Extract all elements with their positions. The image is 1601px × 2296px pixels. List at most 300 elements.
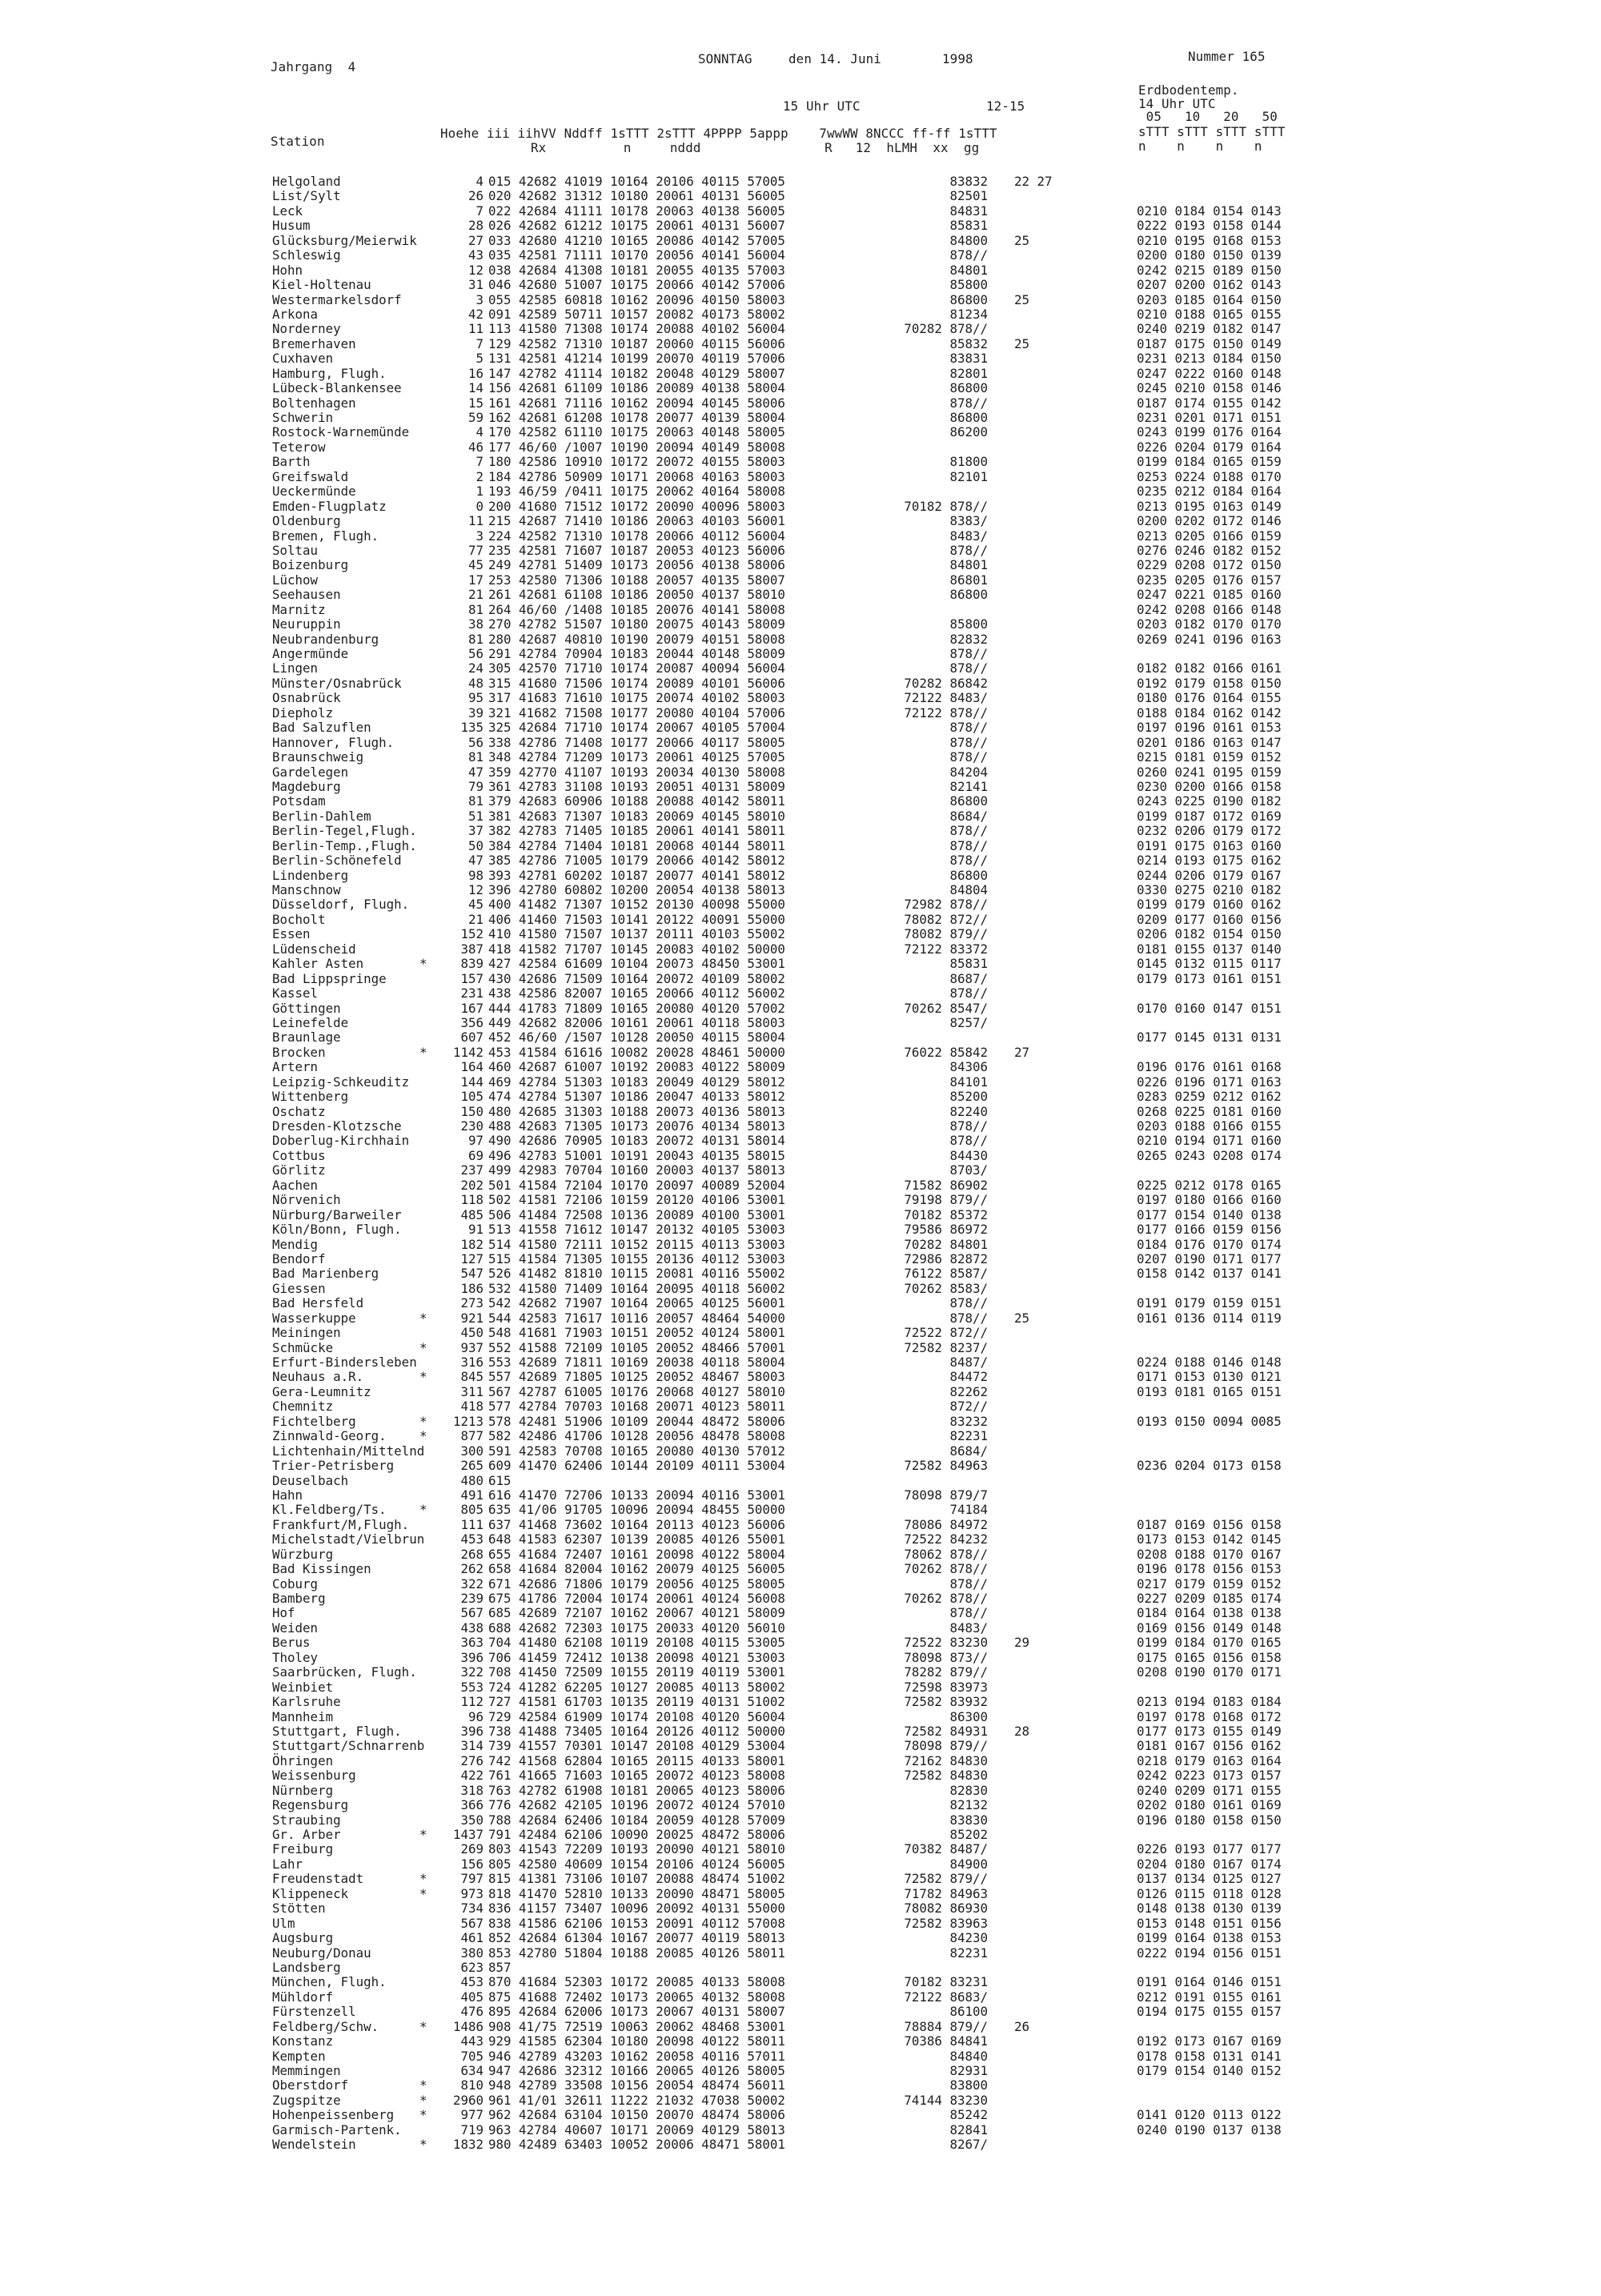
soil-temperatures: 0175 0165 0156 0158 — [1137, 1649, 1282, 1665]
section-groups: 84204 — [949, 764, 988, 780]
station-name: Aachen — [272, 1177, 319, 1193]
station-height: 623 — [460, 1959, 484, 1975]
section-groups: 70262 8583/ — [904, 1280, 988, 1296]
soil-temperatures: 0199 0184 0165 0159 — [1137, 454, 1282, 470]
station-height: 387 — [460, 941, 484, 957]
station-name: Lahr — [272, 1856, 303, 1872]
synop-groups: 548 41681 71903 10151 20052 40124 58001 — [488, 1325, 785, 1341]
station-name: Münster/Osnabrück — [272, 675, 402, 691]
station-height: 7 — [475, 335, 484, 351]
station-height: 322 — [460, 1575, 484, 1592]
section-groups: 78098 879// — [904, 1738, 988, 1754]
station-name: Karlsruhe — [272, 1694, 341, 1710]
station-name: Bremerhaven — [272, 335, 356, 351]
synop-groups: 514 41580 72111 10152 20115 40113 53003 — [488, 1236, 785, 1252]
section-groups: 72582 83963 — [904, 1915, 988, 1931]
soil-temperatures: 0194 0175 0155 0157 — [1137, 2004, 1282, 2020]
station-height: 42 — [467, 306, 484, 322]
section-groups: 878// — [949, 1133, 988, 1149]
soil-temperatures: 0177 0145 0131 0131 — [1137, 1030, 1282, 1046]
mountain-marker: * — [419, 2092, 427, 2108]
soil-temperatures: 0170 0160 0147 0151 — [1137, 1000, 1282, 1016]
soil-temperatures: 0187 0169 0156 0158 — [1137, 1516, 1282, 1532]
synop-groups: 553 42689 71811 10169 20038 40118 58004 — [488, 1355, 785, 1370]
soil-temperatures: 0180 0176 0164 0155 — [1137, 690, 1282, 706]
station-height: 81 — [467, 793, 484, 809]
station-height: 12 — [467, 262, 484, 278]
section-groups: 86801 — [949, 572, 988, 588]
soil-temperatures: 0210 0195 0168 0153 — [1137, 232, 1282, 248]
section-groups: 82931 — [949, 2063, 988, 2078]
station-height: 127 — [460, 1250, 484, 1266]
soil-temperatures: 0196 0176 0161 0168 — [1137, 1059, 1282, 1075]
soil-temperatures: 0181 0167 0156 0162 — [1137, 1738, 1282, 1754]
synop-groups: 261 42681 61108 10186 20050 40137 58010 — [488, 587, 785, 603]
synop-groups: 026 42682 61212 10175 20061 40131 56007 — [488, 218, 785, 234]
section-groups: 79198 879// — [904, 1192, 988, 1208]
section-groups: 82132 — [949, 1797, 988, 1813]
soil-temperatures: 0226 0196 0171 0163 — [1137, 1074, 1282, 1090]
mountain-marker: * — [419, 1044, 427, 1060]
mountain-marker: * — [419, 1502, 427, 1518]
station-height: 547 — [460, 1266, 484, 1282]
section-groups: 82231 — [949, 1428, 988, 1444]
synop-groups: 961 41/01 32611 11222 21032 47038 50002 — [488, 2092, 785, 2108]
section-groups: 878// — [949, 1118, 988, 1134]
station-height: 567 — [460, 1915, 484, 1931]
soil-temperatures: 0240 0190 0137 0138 — [1137, 2121, 1282, 2137]
synop-groups: 637 41468 73602 10164 20113 40123 56006 — [488, 1516, 785, 1532]
mountain-marker: * — [419, 2107, 427, 2123]
section-groups: 878// — [949, 542, 988, 558]
section-groups: 83232 — [949, 1413, 988, 1429]
station-name: Arkona — [272, 306, 319, 322]
soil-temperatures: 0148 0138 0130 0139 — [1137, 1901, 1282, 1917]
utc-time: 15 Uhr UTC — [783, 98, 861, 114]
synop-groups: 963 42784 40607 10171 20069 40129 58013 — [488, 2121, 785, 2137]
station-height: 79 — [467, 778, 484, 794]
station-name: Magdeburg — [272, 778, 341, 794]
synop-groups: 908 41/75 72519 10063 20062 48468 53001 — [488, 2018, 785, 2034]
soil-temperatures: 0225 0212 0178 0165 — [1137, 1177, 1282, 1193]
section-groups: 78062 878// — [904, 1546, 988, 1562]
column-header-line2: Rx n nddd R 12 hLMH xx gg — [531, 140, 980, 155]
synop-groups: 315 41680 71506 10174 20089 40101 56006 — [488, 675, 785, 691]
soil-temperatures: 0224 0188 0146 0148 — [1137, 1355, 1282, 1370]
station-height: 11 — [467, 321, 484, 337]
soil-temperatures: 0191 0164 0146 0151 — [1137, 1974, 1282, 1990]
soil-temperatures: 0242 0223 0173 0157 — [1137, 1768, 1282, 1784]
station-height: 97 — [467, 1133, 484, 1149]
soil-depths: 05 10 20 50 — [1138, 109, 1278, 124]
synop-groups: 091 42589 50711 10157 20082 40173 58002 — [488, 306, 785, 322]
synop-groups: 177 46/60 /1007 10190 20094 40149 58008 — [488, 439, 785, 455]
station-height: 95 — [467, 690, 484, 706]
section-groups: 72582 84830 — [904, 1768, 988, 1784]
station-height: 977 — [460, 2107, 484, 2123]
section-groups: 82231 — [949, 1945, 988, 1961]
soil-temperatures: 0169 0156 0149 0148 — [1137, 1620, 1282, 1636]
synop-groups: 396 42780 60802 10200 20054 40138 58013 — [488, 882, 785, 897]
section-groups: 84801 — [949, 262, 988, 278]
station-height: 164 — [460, 1059, 484, 1075]
station-name: Deuselbach — [272, 1472, 349, 1488]
section-groups: 86300 — [949, 1708, 988, 1724]
section-groups: 72122 83372 — [904, 941, 988, 957]
wind-gust: 27 — [1014, 1044, 1030, 1060]
soil-temperatures: 0181 0155 0137 0140 — [1137, 941, 1282, 957]
station-height: 3 — [475, 291, 484, 307]
soil-n-row: n n n n — [1138, 138, 1262, 154]
section-groups: 70386 84841 — [904, 2033, 988, 2049]
section-groups: 71582 86902 — [904, 1177, 988, 1193]
column-header-line1: Hoehe iii iihVV Nddff 1sTTT 2sTTT 4PPPP 5appp 7wwWW 8NCCC ff-ff 1sTTT — [440, 126, 997, 141]
synop-groups: 578 42481 51906 10109 20044 48472 58006 — [488, 1413, 785, 1429]
synop-groups: 147 42782 41114 10182 20048 40129 58007 — [488, 365, 785, 381]
synop-groups: 235 42581 71607 10187 20053 40123 56006 — [488, 542, 785, 558]
synop-groups: 215 42687 71410 10186 20063 40103 56001 — [488, 513, 785, 529]
synop-groups: 675 41786 72004 10174 20061 40124 56008 — [488, 1591, 785, 1606]
soil-temperatures: 0171 0153 0130 0121 — [1137, 1369, 1282, 1385]
synop-groups: 544 42583 71617 10116 20057 48464 54000 — [488, 1310, 785, 1326]
section-groups: 82841 — [949, 2121, 988, 2137]
synop-groups: 727 41581 61703 10135 20119 40131 51002 — [488, 1694, 785, 1710]
station-height: 237 — [460, 1162, 484, 1178]
section-groups: 83800 — [949, 2077, 988, 2093]
station-name: Kl.Feldberg/Ts. — [272, 1502, 387, 1518]
mountain-marker: * — [419, 1428, 427, 1444]
station-name: Bremen, Flugh. — [272, 528, 379, 544]
station-name: Zugspitze — [272, 2092, 341, 2108]
station-height: 182 — [460, 1236, 484, 1252]
section-groups: 8487/ — [949, 1355, 988, 1370]
station-height: 366 — [460, 1797, 484, 1813]
synop-groups: 704 41480 62108 10119 20108 40115 53005 — [488, 1635, 785, 1651]
station-height: 59 — [467, 410, 484, 425]
soil-temperatures: 0231 0201 0171 0151 — [1137, 410, 1282, 425]
synop-groups: 776 42682 42105 10196 20072 40124 57010 — [488, 1797, 785, 1813]
station-name: Oschatz — [272, 1103, 326, 1119]
synop-groups: 582 42486 41706 10128 20056 48478 58008 — [488, 1428, 785, 1444]
station-name: Bad Marienberg — [272, 1266, 379, 1282]
soil-temperatures: 0276 0246 0182 0152 — [1137, 542, 1282, 558]
soil-temperatures: 0214 0193 0175 0162 — [1137, 853, 1282, 869]
station-name: Teterow — [272, 439, 326, 455]
section-groups: 78098 879/7 — [904, 1487, 988, 1503]
synop-groups: 382 42783 71405 10185 20061 40141 58011 — [488, 823, 785, 839]
station-name: Neuburg/Donau — [272, 1945, 371, 1961]
station-height: 81 — [467, 631, 484, 647]
section-groups: 82830 — [949, 1782, 988, 1798]
synop-groups: 729 42584 61909 10174 20108 40120 56004 — [488, 1708, 785, 1724]
station-name: List/Sylt — [272, 188, 341, 204]
station-name: Leinefelde — [272, 1014, 349, 1030]
synop-groups: 317 41683 71610 10175 20074 40102 58003 — [488, 690, 785, 706]
station-height: 118 — [460, 1192, 484, 1208]
station-name: Mühldorf — [272, 1989, 334, 2005]
section-groups: 71782 84963 — [904, 1885, 988, 1901]
synop-groups: 249 42781 51409 10173 20056 40138 58006 — [488, 557, 785, 573]
station-name: Boizenburg — [272, 557, 349, 573]
station-height: 805 — [460, 1502, 484, 1518]
section-groups: 78282 879// — [904, 1664, 988, 1680]
station-name: Meiningen — [272, 1325, 341, 1341]
section-groups: 878// — [949, 660, 988, 676]
station-name: Lindenberg — [272, 867, 349, 883]
soil-temperatures: 0231 0213 0184 0150 — [1137, 351, 1282, 367]
station-height: 112 — [460, 1694, 484, 1710]
station-name: Wittenberg — [272, 1089, 349, 1105]
section-groups: 72986 82872 — [904, 1250, 988, 1266]
station-name: Brocken — [272, 1044, 326, 1060]
station-height: 405 — [460, 1989, 484, 2005]
station-name: Köln/Bonn, Flugh. — [272, 1222, 402, 1238]
station-name: Hof — [272, 1605, 295, 1621]
soil-temperatures: 0177 0166 0159 0156 — [1137, 1222, 1282, 1238]
station-name: Essen — [272, 926, 311, 942]
station-name: Stuttgart, Flugh. — [272, 1723, 402, 1739]
section-groups: 86100 — [949, 2004, 988, 2020]
section-groups: 78082 872// — [904, 911, 988, 927]
synop-groups: 496 42783 51001 10191 20043 40135 58015 — [488, 1147, 785, 1163]
synop-groups: 552 41588 72109 10105 20052 48466 57001 — [488, 1339, 785, 1355]
section-groups: 85200 — [949, 1089, 988, 1105]
station-height: 1832 — [452, 2137, 484, 2153]
soil-temperatures: 0230 0200 0166 0158 — [1137, 778, 1282, 794]
synop-groups: 615 — [488, 1472, 512, 1488]
station-height: 21 — [467, 911, 484, 927]
synop-groups: 875 41688 72402 10173 20065 40132 58008 — [488, 1989, 785, 2005]
station-height: 47 — [467, 853, 484, 869]
section-groups: 81800 — [949, 454, 988, 470]
station-height: 705 — [460, 2048, 484, 2064]
station-name: Neuhaus a.R. — [272, 1369, 364, 1385]
synop-groups: 410 41580 71507 10137 20111 40103 55002 — [488, 926, 785, 942]
synop-groups: 162 42681 61208 10178 20077 40139 58004 — [488, 410, 785, 425]
station-height: 43 — [467, 247, 484, 263]
synop-groups: 557 42689 71805 10125 20052 48467 58003 — [488, 1369, 785, 1385]
station-name: Görlitz — [272, 1162, 326, 1178]
station-height: 39 — [467, 704, 484, 721]
station-height: 31 — [467, 277, 484, 293]
soil-temperatures: 0235 0212 0184 0164 — [1137, 484, 1282, 500]
synop-groups: 325 42684 71710 10174 20067 40105 57004 — [488, 720, 785, 736]
section-groups: 878// — [949, 837, 988, 853]
mountain-marker: * — [419, 1871, 427, 1887]
mountain-marker: * — [419, 2137, 427, 2153]
station-height: 396 — [460, 1723, 484, 1739]
station-name: Neubrandenburg — [272, 631, 379, 647]
synop-groups: 609 41470 62406 10144 20109 40111 53004 — [488, 1458, 785, 1474]
section-groups: 78098 873// — [904, 1649, 988, 1665]
synop-groups: 948 42789 33508 10156 20054 48474 56011 — [488, 2077, 785, 2093]
section-groups: 84101 — [949, 1074, 988, 1090]
synop-groups: 359 42770 41107 10193 20034 40130 58008 — [488, 764, 785, 780]
station-height: 152 — [460, 926, 484, 942]
station-height: 443 — [460, 2033, 484, 2049]
station-height: 5 — [475, 351, 484, 367]
station-height: 453 — [460, 1974, 484, 1990]
synop-groups: 980 42489 63403 10052 20006 48471 58001 — [488, 2137, 785, 2153]
station-height: 2960 — [452, 2092, 484, 2108]
station-name: Weissenburg — [272, 1768, 356, 1784]
station-name: Frankfurt/M,Flugh. — [272, 1516, 410, 1532]
synop-groups: 852 42684 61304 10167 20077 40119 58013 — [488, 1930, 785, 1946]
station-name: Seehausen — [272, 587, 341, 603]
soil-temperatures: 0177 0173 0155 0149 — [1137, 1723, 1282, 1739]
station-name: Giessen — [272, 1280, 326, 1296]
mountain-marker: * — [419, 1369, 427, 1385]
section-groups: 74184 — [949, 1502, 988, 1518]
section-groups: 878// — [949, 734, 988, 750]
synop-groups: 708 41450 72509 10155 20119 40119 53001 — [488, 1664, 785, 1680]
mountain-marker: * — [419, 1339, 427, 1355]
station-name: Artern — [272, 1059, 319, 1075]
station-name: Mannheim — [272, 1708, 334, 1724]
station-name: Regensburg — [272, 1797, 349, 1813]
section-groups: 72582 879// — [904, 1871, 988, 1887]
synop-groups: 648 41583 62307 10139 20085 40126 55001 — [488, 1531, 785, 1547]
synop-groups: 474 42784 51307 10186 20047 40133 58012 — [488, 1089, 785, 1105]
section-groups: 78082 86930 — [904, 1901, 988, 1917]
mountain-marker: * — [419, 956, 427, 972]
soil-temperatures: 0184 0176 0170 0174 — [1137, 1236, 1282, 1252]
station-name: Lübeck-Blankensee — [272, 380, 402, 396]
section-groups: 8483/ — [949, 528, 988, 544]
station-height: 363 — [460, 1635, 484, 1651]
section-groups: 72162 84830 — [904, 1752, 988, 1768]
station-name: Freiburg — [272, 1841, 334, 1857]
section-groups: 78884 879// — [904, 2018, 988, 2034]
synop-groups: 655 41684 72407 10161 20098 40122 58004 — [488, 1546, 785, 1562]
station-name: Chemnitz — [272, 1399, 334, 1415]
section-groups: 76122 8587/ — [904, 1266, 988, 1282]
synop-groups: 499 42983 70704 10160 20003 40137 58013 — [488, 1162, 785, 1178]
soil-temperatures: 0213 0205 0166 0159 — [1137, 528, 1282, 544]
section-groups: 86800 — [949, 793, 988, 809]
station-height: 144 — [460, 1074, 484, 1090]
synop-groups: 385 42786 71005 10179 20066 40142 58012 — [488, 853, 785, 869]
section-groups: 878// — [949, 247, 988, 263]
station-height: 262 — [460, 1561, 484, 1577]
synop-groups: 480 42685 31303 10188 20073 40136 58013 — [488, 1103, 785, 1119]
section-groups: 78086 84972 — [904, 1516, 988, 1532]
station-name: Kassel — [272, 985, 319, 1001]
station-height: 567 — [460, 1605, 484, 1621]
station-name: Stötten — [272, 1901, 326, 1917]
section-groups: 86800 — [949, 867, 988, 883]
synop-groups: 688 42682 72303 10175 20033 40120 56010 — [488, 1620, 785, 1636]
station-height: 318 — [460, 1782, 484, 1798]
section-groups: 8267/ — [949, 2137, 988, 2153]
soil-temperatures: 0158 0142 0137 0141 — [1137, 1266, 1282, 1282]
station-height: 485 — [460, 1206, 484, 1222]
section-groups: 8703/ — [949, 1162, 988, 1178]
section-groups: 83831 — [949, 351, 988, 367]
station-name: Helgoland — [272, 174, 341, 189]
soil-temperatures: 0247 0221 0185 0160 — [1137, 587, 1282, 603]
station-height: 476 — [460, 2004, 484, 2020]
synop-groups: 291 42784 70904 10183 20044 40148 58009 — [488, 646, 785, 661]
station-height: 12 — [467, 882, 484, 897]
synop-groups: 763 42782 61908 10181 20065 40123 58006 — [488, 1782, 785, 1798]
station-name: Gera-Leumnitz — [272, 1383, 371, 1399]
station-height: 316 — [460, 1355, 484, 1370]
synop-groups: 870 41684 52303 10172 20085 40133 58008 — [488, 1974, 785, 1990]
synop-groups: 180 42586 10910 10172 20072 40155 58003 — [488, 454, 785, 470]
station-name: Weinbiet — [272, 1679, 334, 1695]
synop-groups: 815 41381 73106 10107 20088 48474 51002 — [488, 1871, 785, 1887]
station-name: Emden-Flugplatz — [272, 498, 387, 514]
station-name: Michelstadt/Vielbrun — [272, 1531, 425, 1547]
station-name: Klippeneck — [272, 1885, 349, 1901]
station-name: Stuttgart/Schnarrenb — [272, 1738, 425, 1754]
station-name: Göttingen — [272, 1000, 341, 1016]
soil-temperatures: 0188 0184 0162 0142 — [1137, 704, 1282, 721]
section-groups: 76022 85842 — [904, 1044, 988, 1060]
station-height: 77 — [467, 542, 484, 558]
station-name: Hohenpeissenberg — [272, 2107, 395, 2123]
section-groups: 72522 84232 — [904, 1531, 988, 1547]
station-height: 396 — [460, 1649, 484, 1665]
soil-temperatures: 0126 0115 0118 0128 — [1137, 1885, 1282, 1901]
station-name: Braunlage — [272, 1030, 341, 1046]
section-groups: 82832 — [949, 631, 988, 647]
section-groups: 84900 — [949, 1856, 988, 1872]
station-name: Gr. Arber — [272, 1827, 341, 1842]
synop-groups: 131 42581 41214 10199 20070 40119 57006 — [488, 351, 785, 367]
station-height: 634 — [460, 2063, 484, 2078]
station-name: Leipzig-Schkeuditz — [272, 1074, 410, 1090]
station-name: Manschnow — [272, 882, 341, 897]
soil-temperatures: 0153 0148 0151 0156 — [1137, 1915, 1282, 1931]
synop-groups: 035 42581 71111 10170 20056 40141 56004 — [488, 247, 785, 263]
wind-gust: 25 — [1014, 1310, 1030, 1326]
station-name: Feldberg/Schw. — [272, 2018, 379, 2034]
synop-groups: 452 46/60 /1507 10128 20050 40115 58004 — [488, 1030, 785, 1046]
section-groups: 78082 879// — [904, 926, 988, 942]
soil-temperatures: 0265 0243 0208 0174 — [1137, 1147, 1282, 1163]
section-groups: 86800 — [949, 587, 988, 603]
station-name: Garmisch-Partenk. — [272, 2121, 402, 2137]
station-name: Gardelegen — [272, 764, 349, 780]
soil-temperatures: 0197 0196 0161 0153 — [1137, 720, 1282, 736]
section-groups: 85202 — [949, 1827, 988, 1842]
soil-temperatures: 0218 0179 0163 0164 — [1137, 1752, 1282, 1768]
station-name: Bad Kissingen — [272, 1561, 371, 1577]
station-name: Schmücke — [272, 1339, 334, 1355]
section-groups: 70182 878// — [904, 498, 988, 514]
synop-groups: 857 — [488, 1959, 512, 1975]
section-groups: 82501 — [949, 188, 988, 204]
station-height: 276 — [460, 1752, 484, 1768]
section-groups: 86800 — [949, 291, 988, 307]
soil-temperatures: 0192 0173 0167 0169 — [1137, 2033, 1282, 2049]
station-name: Bendorf — [272, 1250, 326, 1266]
station-height: 230 — [460, 1118, 484, 1134]
section-groups: 72582 84963 — [904, 1458, 988, 1474]
section-groups: 70182 85372 — [904, 1206, 988, 1222]
synop-groups: 502 41581 72106 10159 20120 40106 53001 — [488, 1192, 785, 1208]
station-height: 50 — [467, 837, 484, 853]
soil-temperatures: 0236 0204 0173 0158 — [1137, 1458, 1282, 1474]
section-groups: 72982 878// — [904, 897, 988, 913]
station-height: 81 — [467, 749, 484, 765]
station-height: 1213 — [452, 1413, 484, 1429]
synop-groups: 567 42787 61005 10176 20068 40127 58010 — [488, 1383, 785, 1399]
soil-temperatures: 0184 0164 0138 0138 — [1137, 1605, 1282, 1621]
station-height: 91 — [467, 1222, 484, 1238]
